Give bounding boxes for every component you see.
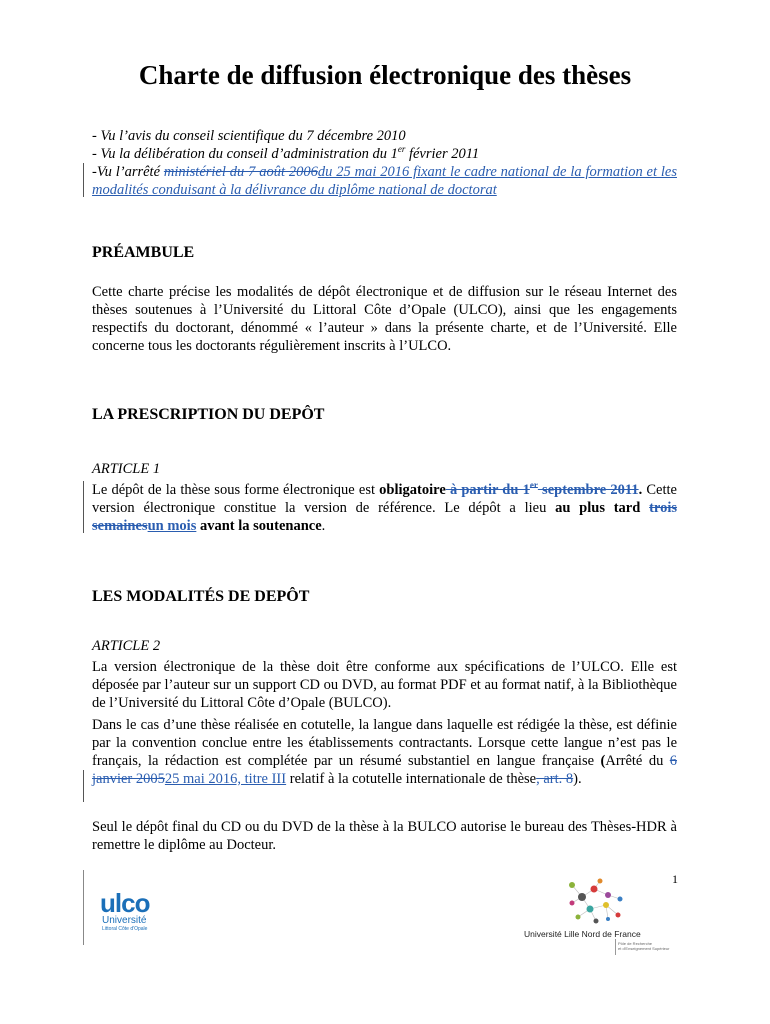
- inserted-text: un mois: [147, 518, 197, 534]
- visas-block: [92, 127, 677, 199]
- article-2-paragraph-2: Dans le cas d’une thèse réalisée en cotutelle, la langue dans laquelle est rédigée la thèse, est définie par la convention conclue entre les établissements contractants. Lorsque cette langue n’est pas le français, la rédaction est complétée par un résumé substantiel en langue française (Arrêté du 6 janvier 200525 mai 2016, titre III relatif à la cotutelle internationale de thèse, art. 8).: [92, 717, 678, 787]
- section-heading-preambule: PRÉAMBULE: [92, 244, 195, 261]
- preambule-paragraph: Cette charte précise les modalités de dépôt électronique et de diffusion sur le réseau Internet des thèses soutenues à l’Université du Littoral Côte d’Opale (ULCO), ainsi que les engagements respectifs du doctorant, dénommé « l’auteur » dans la présente charte, et de l’Université. Elle concerne tous les doctorants régulièrement inscrits à l’ULCO.: [92, 284, 677, 354]
- deleted-text: , art. 8: [536, 771, 574, 787]
- document-title: Charte de diffusion électronique des thèses: [138, 60, 632, 90]
- visa-line-2: - Vu la délibération du conseil d’administration du 1er février 2011: [92, 144, 480, 162]
- change-bar: [83, 163, 84, 197]
- lille-nord-de-france-logo: Université Lille Nord de France Pôle de Recherche et d'Enseignement Supérieur: [520, 875, 670, 955]
- deleted-text: trois semaines: [92, 500, 678, 534]
- deleted-text: 6 janvier 2005: [92, 753, 678, 787]
- article-2-paragraph-3: Seul le dépôt final du CD ou du DVD de la thèse à la BULCO autorise le bureau des Thèses-HDR à remettre le diplôme au Docteur.: [92, 819, 677, 853]
- visa-line-1: - Vu l’avis du conseil scientifique du 7 décembre 2010: [92, 128, 406, 144]
- article-1-label: ARTICLE 1: [92, 461, 161, 477]
- deleted-text: ministériel du 7 août 2006: [163, 164, 318, 180]
- article-2-paragraph-1: La version électronique de la thèse doit être conforme aux spécifications de l’ULCO. Elle est déposée par l’auteur sur un support CD ou DVD, au format PDF et au format natif, à la Bibliothèque de l’Université du Littoral Côte d’Opale (BULCO).: [92, 659, 677, 711]
- inserted-text: du 25 mai 2016 fixant le cadre national de la formation et les modalités conduisant à la délivrance du diplôme national de doctorat: [92, 164, 677, 198]
- network-dots-icon: [520, 875, 670, 929]
- ulco-logo: ulco Université Littoral Côte d'Opale: [100, 888, 150, 932]
- article-2-label: ARTICLE 2: [92, 638, 161, 654]
- change-bar: [83, 770, 84, 802]
- visa-line-3: -Vu l’arrêté ministériel du 7 août 2006du 25 mai 2016 fixant le cadre national de la formation et les modalités conduisant à la délivrance du diplôme national de doctorat: [92, 164, 677, 198]
- deleted-text: à partir du 1er septembre 2011: [445, 480, 639, 498]
- section-heading-modalites: LES MODALITÉS DE DEPÔT: [92, 588, 310, 605]
- section-heading-prescription: LA PRESCRIPTION DU DEPÔT: [92, 406, 325, 423]
- footer-divider: [83, 870, 84, 945]
- change-bar: [83, 481, 84, 533]
- article-1-paragraph: Le dépôt de la thèse sous forme électronique est obligatoire à partir du 1er septembre 2011. Cette version électronique constitue la version de référence. Le dépôt a lieu au plus tard trois semainesun mois avant la soutenance.: [92, 480, 678, 534]
- inserted-text: 25 mai 2016, titre III: [164, 771, 287, 787]
- page-number: 1: [672, 872, 678, 886]
